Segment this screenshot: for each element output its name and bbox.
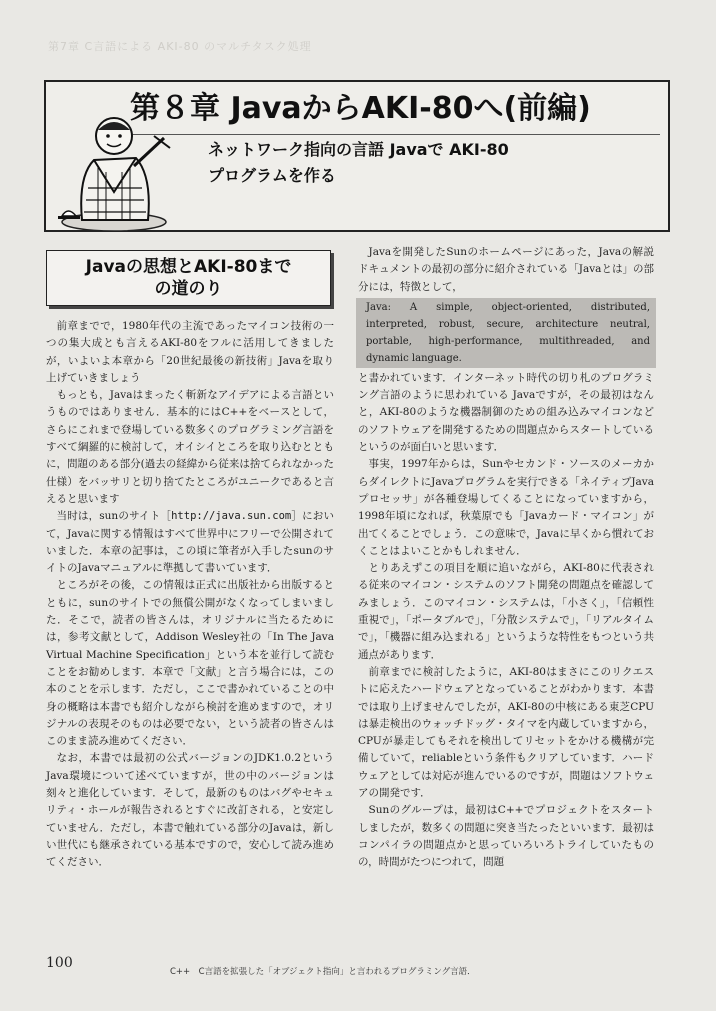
running-header-ghost: 第7章 C言語による AKI-80 のマルチタスク処理 — [48, 40, 312, 53]
footer-note: C++ C言語を拡張した「オブジェクト指向」と言われるプログラミング言語． — [170, 967, 476, 977]
left-paragraph-2: もっとも，Javaはまったく斬新なアイデアによる言語というものではありません．基本的にはC++をベースとして，さらにこれまで登場している数多くのプログラミング言語をすべて綱羅的に検討して，オイシイところを取り込むとともに，問題のある部分(過去の経緯から従来は捨てられなかった仕様）をバッサリと切り捨てたところがユニークであると言えると思います — [46, 389, 334, 505]
page-number: 100 — [46, 955, 73, 971]
right-paragraph-2: と書かれています．インターネット時代の切り札のプログラミング言語のように思われている Javaですが，その最初はなんと，AKI-80のような機器制御のための組み込みマイコンなどのソフトウェアを開発するための問題点からスタートしているというのが面白いと思います． — [358, 371, 654, 454]
section-title-line-1: Javaの思想とAKI-80まで — [85, 257, 292, 277]
left-column — [46, 318, 334, 872]
java-definition-quote: Java: A simple, object-oriented, distributed, interpreted, robust, secure, architecture neutral, portable, high-performance, multithreaded, and dynamic language. — [356, 298, 656, 368]
left-paragraph-1: 前章までで，1980年代の主流であったマイコン技術の一つの集大成とも言えるAKI-80をフルに活用してきましたが，いよいよ本章から「20世紀最後の新技術」Javaを取り上げていきましょう — [46, 320, 334, 384]
right-paragraph-6: Sunのグループは，最初はC++でプロジェクトをスタートしましたが，数多くの問題に突き当たったといいます．最初はコンパイラの問題点かと思っていろいろトライしていたものの，時間がたつにつれて，問題 — [358, 804, 654, 869]
right-paragraph-5: 前章までに検討したように，AKI-80はまさにこのリクエストに応えたハードウェアとなっていることがわかります．本書では取り上げませんでしたが，AKI-80の中核にある東芝CPUは暴走検出のウォッチドッグ・タイマを内蔵していますから，CPUが暴走してもそれを検出してリセットをかける機構が完備していて，reliableという条件もクリアしています．ハードウェアとしては対応が進んでいるのですが，問題はソフトウェアの開発です． — [358, 665, 654, 800]
subtitle-line-1: ネットワーク指向の言語 Javaで AKI-80 — [208, 140, 509, 159]
subtitle-line-2: プログラムを作る — [208, 166, 336, 185]
left-paragraph-4: ところがその後，この情報は正式に出版社から出版するとともに，sunのサイトでの無償公開がなくなってしまいました．そこで，読者の皆さんは，オリジナルに当たるためには，参考文献として，Addison Wesley社の「In The Java Virtual Machine Specification」という本を並行して読むことをお勧めします．本章で「文献」と言う場合には，この本のことを示します．ただし，ここで書かれていることの中身の概略は本書でも紹介しながら検討を進めますので，オリジナルの表現そのものは必要でない，という読者の皆さんはこのまま読み進めてください． — [46, 579, 334, 748]
left-paragraph-3-pre: 当时は，sunのサイト［ — [56, 510, 172, 523]
section-title-line-2: の道のり — [154, 279, 223, 299]
right-column — [358, 244, 654, 872]
rakugo-storyteller-illustration — [54, 96, 174, 236]
chapter-title: 第８章 JavaからAKI-80へ(前編) — [130, 91, 591, 126]
right-paragraph-1: Javaを開発したSunのホームページにあった，Javaの解説ドキュメントの最初の部分に紹介されている「Javaとは」の部分には，特徴として， — [358, 246, 654, 293]
section-title — [47, 256, 330, 300]
left-paragraph-3 — [46, 508, 334, 577]
chapter-subtitle — [208, 137, 648, 189]
left-paragraph-3-post: ］において，Javaに関する情報はすべて世界中にフリーで公開されていました．本章の記事は，この頃に筆者が入手したsunのサイトのJavaマニュアルに準拠して書いています． — [46, 510, 334, 575]
right-paragraph-4: とりあえずこの項目を順に追いながら，AKI-80に代表される従来のマイコン・システムのソフト開発の問題点を確認してみましょう．このマイコン・システムは，「小さく」，「信頼性重視で」，「ポータブルで」，「分散システムで」，「リアルタイムで」，「機器に組み込まれる」というような特性をもつという共通点があります． — [358, 562, 654, 661]
section-heading-box — [46, 250, 331, 306]
title-divider — [130, 134, 660, 135]
right-paragraph-3: 事実，1997年からは，Sunやセカンド・ソースのメーカからダイレクトにJavaプログラムを実行できる「ネイティブJavaプロセッサ」が各種登場してくることになっていますから，1998年頃になれば，秋葉原でも「Javaカード・マイコン」が出てくることでしょう．この意味で，Javaに早くから慣れておくことはよいことかもしれません． — [358, 458, 654, 557]
left-paragraph-5: なお，本書では最初の公式バージョンのJDK1.0.2という Java環境について述べていますが，世の中のバージョンは刻々と進化しています．そして，最新のものはバグやセキュリティ・ホールが報告されるとすぐに改訂される，と安定していません．ただし，本書で触れている部分のJavaは，新しい世代にも継承されている基本ですので，安心して読み進めてください． — [46, 752, 334, 869]
sun-url: http://java.sun.com — [171, 510, 292, 523]
